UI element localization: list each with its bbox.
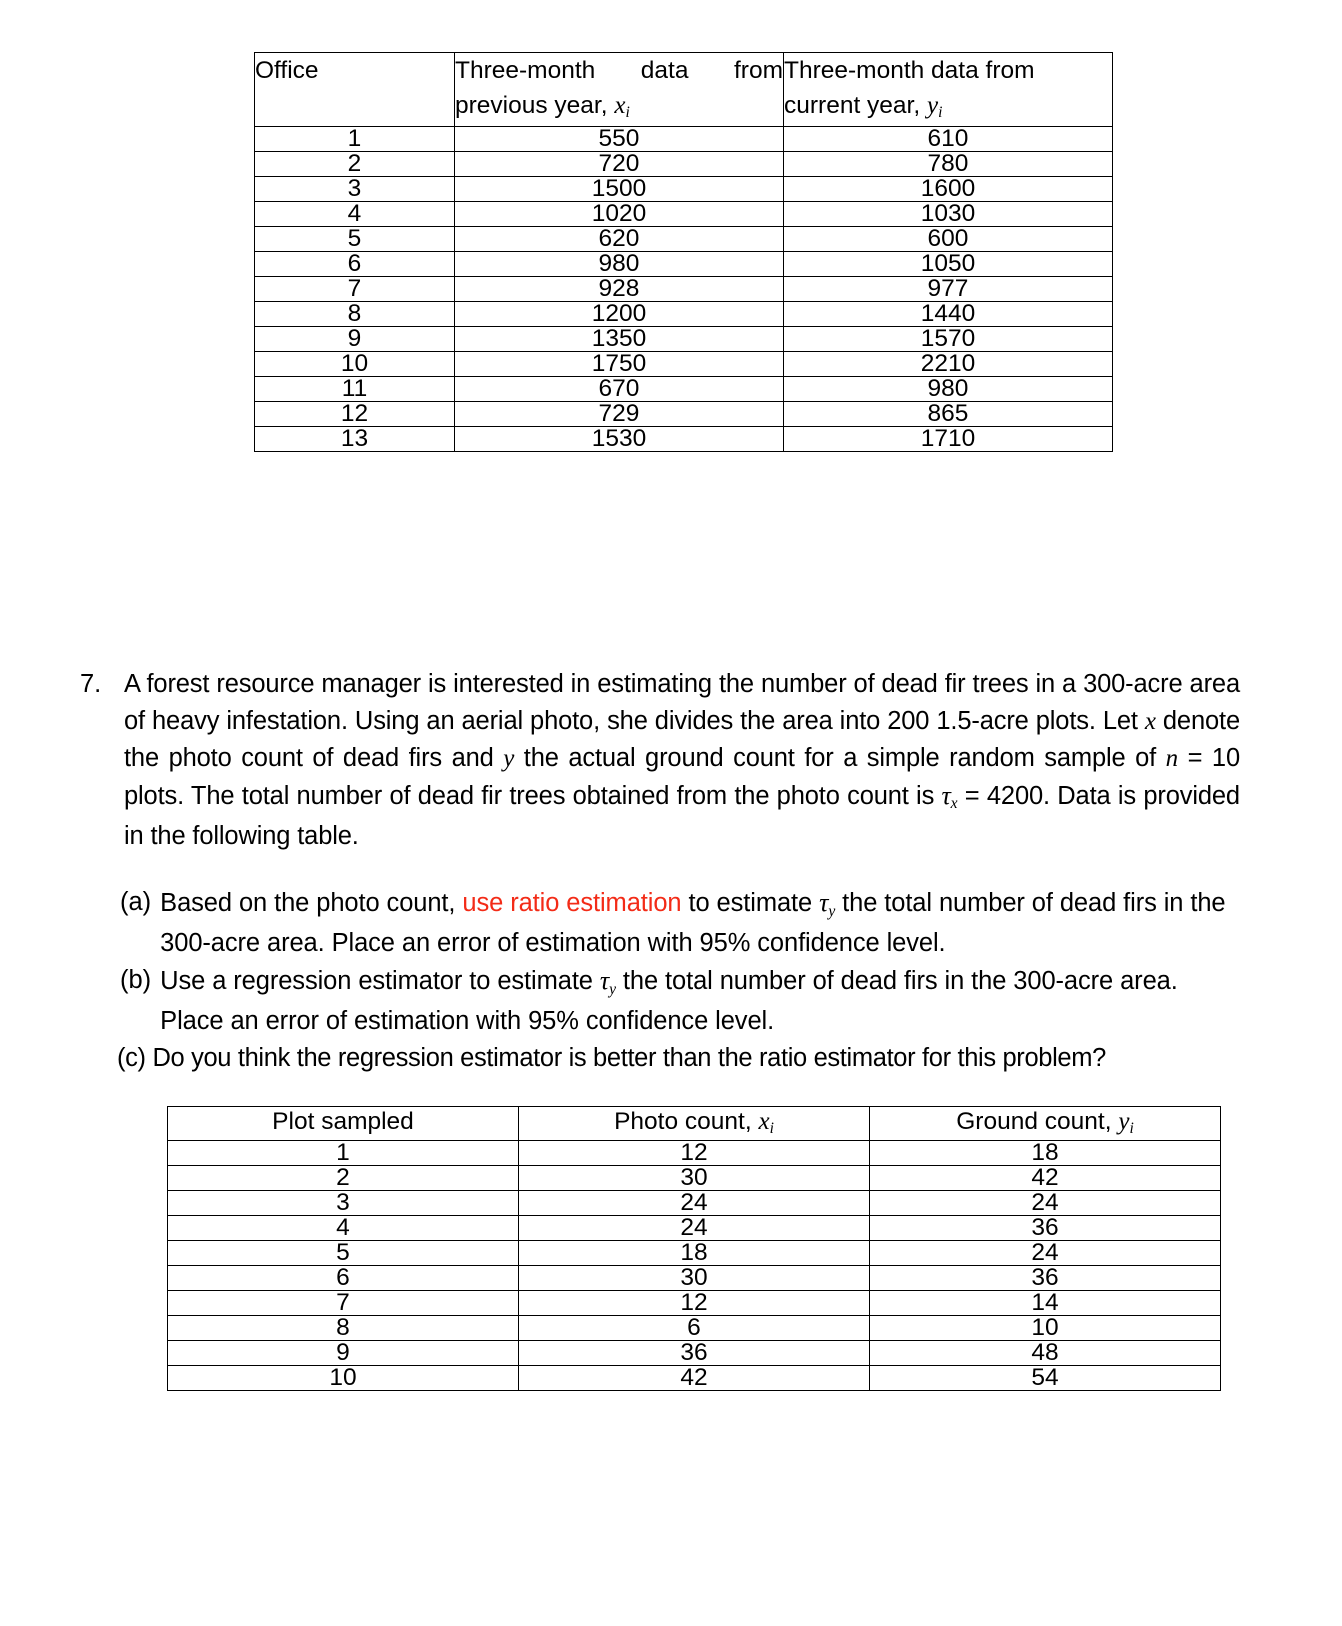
photo-count-value: 36 [519, 1341, 870, 1366]
table-row [168, 1316, 1221, 1341]
ground-count-value: 36 [870, 1216, 1221, 1241]
part-a-label: (a) [120, 888, 152, 916]
table-row [255, 402, 1113, 427]
q7-variable-y: y [503, 745, 515, 772]
previous-year-value: 1530 [455, 427, 784, 452]
ground-count-value: 54 [870, 1366, 1221, 1391]
column-header-previous-year-line1: Three-month data from [455, 57, 783, 84]
column-header-ground-count: Ground count, $y_i$ [870, 1107, 1221, 1141]
question-7-number: 7. [80, 670, 102, 698]
table-header [255, 53, 1113, 127]
office-data-table [254, 52, 1113, 452]
column-header-current-year-line2: current year, $y_i$ [784, 92, 943, 122]
office-number: 13 [255, 427, 455, 452]
current-year-value: 1570 [784, 327, 1113, 352]
office-number: 3 [255, 177, 455, 202]
previous-year-value: 550 [455, 127, 784, 152]
previous-year-value: 1200 [455, 302, 784, 327]
ground-count-value: 24 [870, 1191, 1221, 1216]
current-year-value: 1030 [784, 202, 1113, 227]
q7-variable-x: x [1144, 707, 1156, 735]
q7-text-part1: A forest resource manager is interested in estimating the number of dead fir trees in a 300-acre area of heavy infestation. Using an aerial photo, she divides the area into 200 1.5-acre plots. Let [124, 670, 1240, 735]
previous-year-value: 620 [455, 227, 784, 252]
plot-number: 1 [168, 1141, 519, 1166]
column-header-office-label: Office [255, 57, 319, 84]
current-year-value: 600 [784, 227, 1113, 252]
table-row [168, 1366, 1221, 1391]
question-7-parts [117, 884, 1242, 1077]
table-row [168, 1216, 1221, 1241]
table-row [168, 1266, 1221, 1291]
q7-value-tau: 4200 [986, 781, 1044, 810]
column-header-current-year-line1: Three-month data from [784, 57, 1035, 84]
table-row [255, 127, 1113, 152]
ground-count-value: 48 [870, 1341, 1221, 1366]
column-header-current-year [784, 53, 1113, 127]
table2-header [168, 1107, 1221, 1141]
previous-year-value: 1350 [455, 327, 784, 352]
table-body [255, 127, 1113, 452]
previous-year-value: 1750 [455, 352, 784, 377]
q7-tau-x: $\tau_x$ [941, 780, 958, 813]
current-year-value: 1710 [784, 427, 1113, 452]
q7-text-part4: plots. The total number of dead fir trees obtained from the photo count is [124, 781, 942, 810]
part-b-tau-y: $\tau_y$ [599, 966, 616, 998]
photo-count-value: 24 [519, 1191, 870, 1216]
part-a [120, 884, 1242, 962]
previous-year-value: 1020 [455, 202, 784, 227]
part-b-text1: Use a regression estimator to estimate [160, 967, 600, 995]
office-number: 5 [255, 227, 455, 252]
plot-number: 6 [168, 1266, 519, 1291]
table-row [168, 1166, 1221, 1191]
part-a-text1: Based on the photo count, [160, 889, 463, 917]
question-7-text [124, 666, 1240, 855]
table-row [168, 1141, 1221, 1166]
table-row [255, 327, 1113, 352]
table-row [255, 202, 1113, 227]
table2-header-row [168, 1107, 1221, 1141]
current-year-value: 977 [784, 277, 1113, 302]
table-row [168, 1191, 1221, 1216]
part-a-text [160, 884, 1242, 962]
table-row [255, 277, 1113, 302]
plot-number: 2 [168, 1166, 519, 1191]
plot-number: 10 [168, 1366, 519, 1391]
photo-count-value: 18 [519, 1241, 870, 1266]
table-row [255, 152, 1113, 177]
current-year-value: 2210 [784, 352, 1113, 377]
photo-count-value: 30 [519, 1166, 870, 1191]
table-row [255, 427, 1113, 452]
plot-number: 7 [168, 1291, 519, 1316]
office-data-table-container [254, 52, 1112, 452]
column-header-previous-year-line2: previous year, $x_i$ [455, 92, 630, 122]
photo-count-value: 12 [519, 1291, 870, 1316]
office-number: 8 [255, 302, 455, 327]
office-number: 1 [255, 127, 455, 152]
table2-body [168, 1141, 1221, 1391]
part-b [120, 962, 1242, 1040]
plot-number: 5 [168, 1241, 519, 1266]
table-row [255, 227, 1113, 252]
office-number: 12 [255, 402, 455, 427]
q7-text-part3: the actual ground count for a simple random sample of [514, 744, 1166, 772]
question-7-row [80, 666, 1240, 855]
part-b-label: (b) [120, 966, 152, 994]
table-row [255, 377, 1113, 402]
part-b-text [160, 962, 1242, 1040]
q7-equals-tau: = [957, 781, 987, 810]
table-row [255, 252, 1113, 277]
office-number: 7 [255, 277, 455, 302]
column-header-previous-year [455, 53, 784, 127]
office-number: 11 [255, 377, 455, 402]
q7-equals-n: = [1178, 744, 1212, 772]
ground-count-value: 24 [870, 1241, 1221, 1266]
current-year-value: 980 [784, 377, 1113, 402]
current-year-value: 865 [784, 402, 1113, 427]
question-7 [80, 666, 1240, 855]
table-row [168, 1341, 1221, 1366]
table-row [168, 1291, 1221, 1316]
plot-sample-table-container [167, 1106, 1220, 1391]
table-header-row [255, 53, 1113, 127]
part-c [117, 1040, 1242, 1077]
office-number: 4 [255, 202, 455, 227]
current-year-value: 1050 [784, 252, 1113, 277]
plot-number: 9 [168, 1341, 519, 1366]
q7-text-part2: denote the photo count of dead firs and [124, 706, 1240, 772]
ground-count-value: 10 [870, 1316, 1221, 1341]
ground-count-value: 42 [870, 1166, 1221, 1191]
previous-year-value: 1500 [455, 177, 784, 202]
previous-year-value: 928 [455, 277, 784, 302]
current-year-value: 780 [784, 152, 1113, 177]
office-number: 6 [255, 252, 455, 277]
column-header-plot-sampled: Plot sampled [168, 1107, 519, 1141]
office-number: 10 [255, 352, 455, 377]
q7-variable-n: n [1165, 745, 1179, 772]
ground-count-value: 14 [870, 1291, 1221, 1316]
part-a-highlight: use ratio estimation [462, 889, 682, 917]
previous-year-value: 720 [455, 152, 784, 177]
table-row [255, 177, 1113, 202]
previous-year-value: 980 [455, 252, 784, 277]
part-a-tau-y: $\tau_y$ [819, 888, 836, 920]
column-header-office [255, 53, 455, 127]
table-row [255, 302, 1113, 327]
plot-sample-table [167, 1106, 1221, 1391]
plot-number: 4 [168, 1216, 519, 1241]
photo-count-value: 42 [519, 1366, 870, 1391]
column-header-photo-count: Photo count, $x_i$ [519, 1107, 870, 1141]
part-c-label: (c) [117, 1044, 146, 1072]
office-number: 2 [255, 152, 455, 177]
photo-count-value: 24 [519, 1216, 870, 1241]
part-c-text: Do you think the regression estimator is better than the ratio estimator for this problem? [152, 1044, 1106, 1072]
previous-year-value: 729 [455, 402, 784, 427]
plot-number: 8 [168, 1316, 519, 1341]
ground-count-value: 18 [870, 1141, 1221, 1166]
previous-year-value: 670 [455, 377, 784, 402]
plot-number: 3 [168, 1191, 519, 1216]
table-row [168, 1241, 1221, 1266]
q7-value-n: 10 [1211, 744, 1240, 772]
current-year-value: 610 [784, 127, 1113, 152]
photo-count-value: 12 [519, 1141, 870, 1166]
office-number: 9 [255, 327, 455, 352]
photo-count-value: 6 [519, 1316, 870, 1341]
table-row [255, 352, 1113, 377]
photo-count-value: 30 [519, 1266, 870, 1291]
part-a-text2: to estimate [681, 889, 820, 917]
ground-count-value: 36 [870, 1266, 1221, 1291]
current-year-value: 1600 [784, 177, 1113, 202]
current-year-value: 1440 [784, 302, 1113, 327]
part-a-text3: the total number of dead firs in the 300-acre area. Place an error of estimation with 95% confidence level. [160, 889, 1226, 957]
q7-text-part5: . Data is provided in the following table. [124, 781, 1240, 850]
part-b-text2: the total number of dead firs in the 300-acre area. Place an error of estimation with 95% confidence level. [160, 967, 1178, 1035]
